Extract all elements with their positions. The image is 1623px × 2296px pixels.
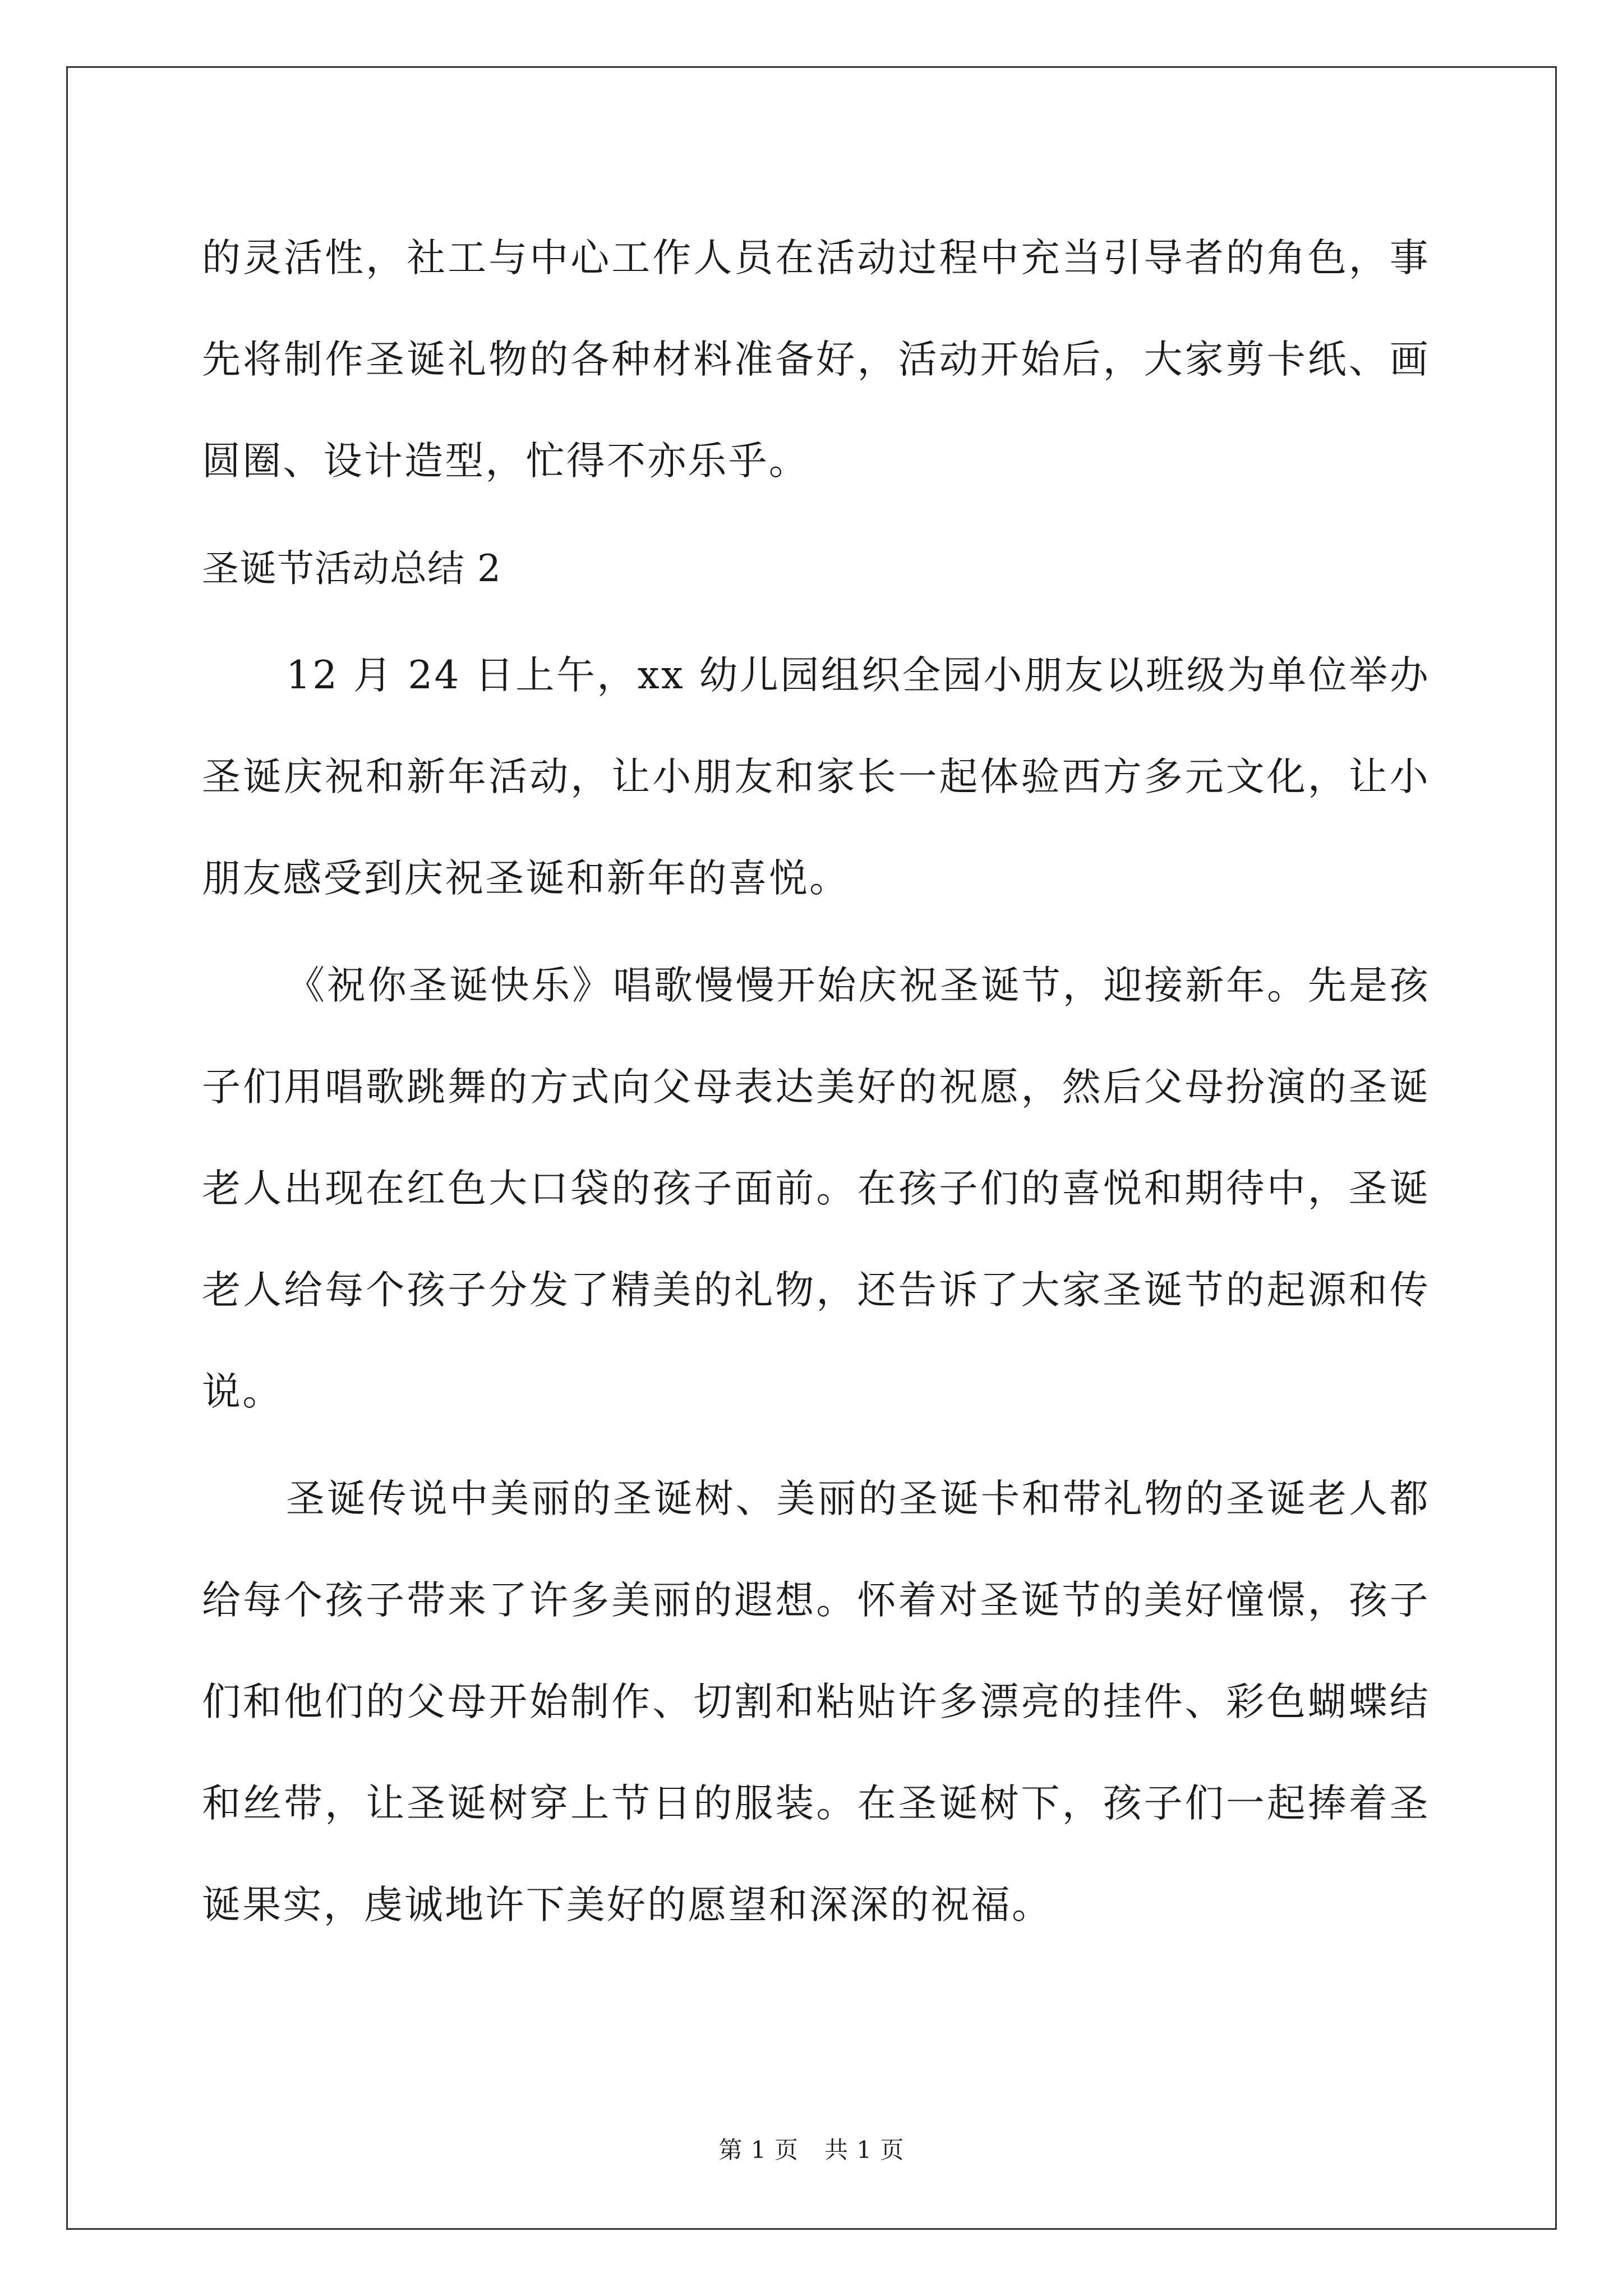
- document-body: [202, 208, 1430, 1956]
- spacer: [202, 1443, 1430, 1448]
- spacer: [202, 512, 1430, 518]
- paragraph-celebration: 《祝你圣诞快乐》唱歌慢慢开始庆祝圣诞节，迎接新年。先是孩子们用唱歌跳舞的方式向父母表达美好的祝愿，然后父母扮演的圣诞老人出现在红色大口袋的孩子面前。在孩子们的喜悦和期待中，圣诞老人给每个孩子分发了精美的礼物，还告诉了大家圣诞节的起源和传说。: [202, 963, 1430, 1414]
- section-heading: 圣诞节活动总结 2: [202, 547, 501, 590]
- spacer: [202, 930, 1430, 935]
- paragraph-intro: 12 月 24 日上午，xx 幼儿园组织全园小朋友以班级为单位举办圣诞庆祝和新年活动，让小朋友和家长一起体验西方多元文化，让小朋友感受到庆祝圣诞和新年的喜悦。: [202, 653, 1430, 901]
- spacer: [202, 619, 1430, 625]
- paragraph-continued: 的灵活性，社工与中心工作人员在活动过程中充当引导者的角色，事先将制作圣诞礼物的各种材料准备好，活动开始后，大家剪卡纸、画圆圈、设计造型，忙得不亦乐乎。: [202, 236, 1430, 484]
- page-number-total: 共 1 页: [824, 2136, 905, 2164]
- paragraph-christmas-tree: 圣诞传说中美丽的圣诞树、美丽的圣诞卡和带礼物的圣诞老人都给每个孩子带来了许多美丽的遐想。怀着对圣诞节的美好憧憬，孩子们和他们的父母开始制作、切割和粘贴许多漂亮的挂件、彩色蝴蝶结和丝带，让圣诞树穿上节日的服装。在圣诞树下，孩子们一起捧着圣诞果实，虔诚地许下美好的愿望和深深的祝福。: [202, 1476, 1430, 1927]
- page-number-current: 第 1 页: [718, 2136, 799, 2164]
- page-footer: [0, 2132, 1623, 2165]
